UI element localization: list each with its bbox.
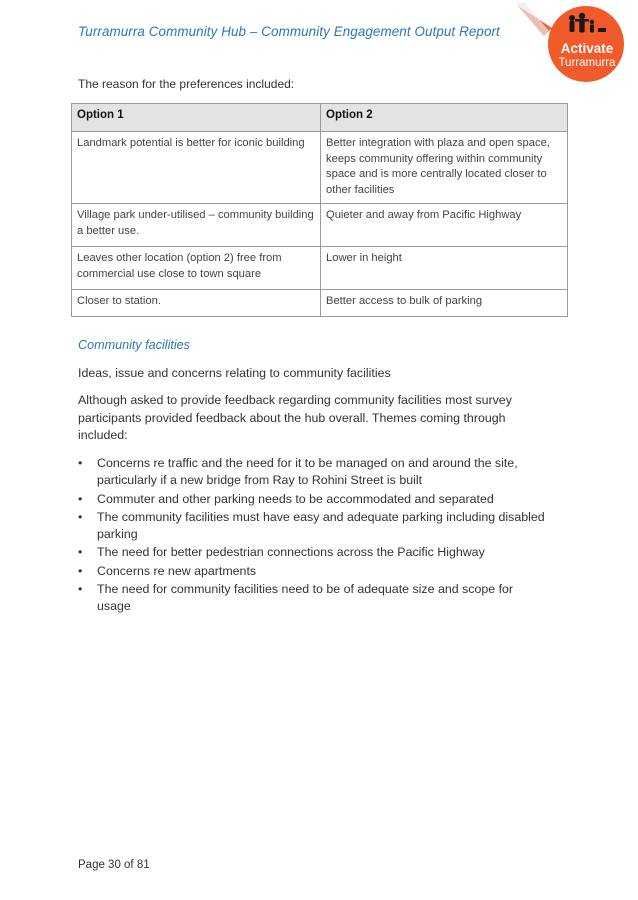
- table-cell: Better access to bulk of parking: [321, 290, 568, 317]
- table-row: [72, 132, 568, 204]
- list-item: [78, 544, 548, 561]
- table-row: [72, 204, 568, 247]
- table-cell: Quieter and away from Pacific Highway: [321, 204, 568, 247]
- intro-text: The reason for the preferences included:: [78, 77, 295, 91]
- preferences-table: [71, 103, 568, 317]
- table-cell: Lower in height: [321, 247, 568, 290]
- column-header-option-1: Option 1: [72, 104, 321, 132]
- section-subheading: Ideas, issue and concerns relating to community facilities: [78, 366, 391, 380]
- list-item-text: Commuter and other parking needs to be accommodated and separated: [97, 491, 494, 506]
- bullet-icon: •: [78, 545, 83, 560]
- table-row: [72, 247, 568, 290]
- logo-arrow-shadow: [516, 2, 550, 36]
- bullet-icon: •: [78, 456, 83, 470]
- table-cell: Village park under-utilised – community building a better use.: [72, 204, 321, 247]
- table-cell: Landmark potential is better for iconic building: [72, 132, 321, 204]
- list-item-text: The need for community facilities need to be of adequate size and scope for usage: [97, 582, 514, 614]
- table-header-row: [72, 104, 568, 132]
- bullet-icon: •: [78, 491, 83, 506]
- list-item-text: Concerns re traffic and the need for it to be managed on and around the site, particularly if a new bridge from Ray to Rohini Street is built: [97, 456, 518, 488]
- bullet-icon: •: [78, 563, 83, 578]
- table-row: [72, 290, 568, 317]
- section-paragraph: Although asked to provide feedback regarding community facilities most survey participants provided feedback about the hub overall. Themes coming through included:: [78, 393, 512, 442]
- column-header-option-2: Option 2: [321, 104, 568, 132]
- logo-text-turramurra: Turramurra: [558, 57, 616, 69]
- activate-turramurra-logo: [514, 0, 638, 82]
- list-item-text: The community facilities must have easy and adequate parking including disabled parking: [97, 509, 545, 542]
- list-item: [78, 491, 548, 508]
- page-number: Page 30 of 81: [78, 859, 150, 871]
- bullet-icon: •: [78, 582, 83, 597]
- logo-text-activate: Activate: [560, 41, 614, 56]
- list-item: [78, 455, 548, 490]
- themes-list: [78, 455, 548, 617]
- table-cell: Better integration with plaza and open space, keeps community offering within community space and is more centrally located closer to other facilities: [321, 132, 568, 204]
- report-title: Turramurra Community Hub – Community Engagement Output Report: [78, 24, 500, 39]
- list-item: [78, 563, 548, 580]
- bullet-icon: •: [78, 509, 83, 524]
- list-item: [78, 509, 548, 544]
- list-item-text: Concerns re new apartments: [97, 563, 257, 578]
- table-cell: Closer to station.: [72, 290, 321, 317]
- table-cell: Leaves other location (option 2) free from commercial use close to town square: [72, 247, 321, 290]
- list-item: [78, 581, 548, 616]
- list-item-text: The need for better pedestrian connections across the Pacific Highway: [97, 545, 485, 560]
- section-heading: Community facilities: [78, 338, 190, 352]
